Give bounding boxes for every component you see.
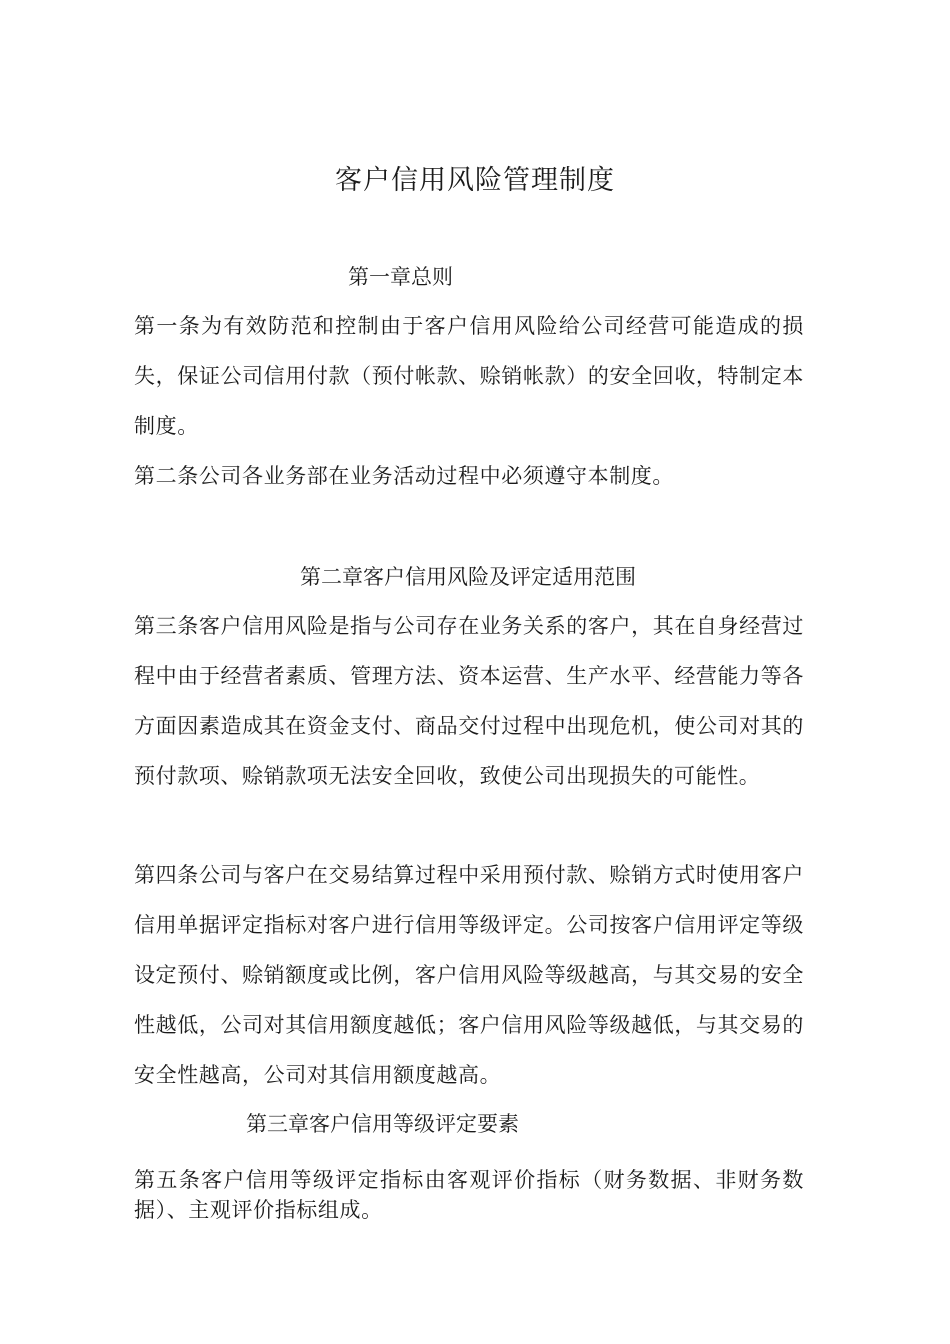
article-2: 第二条公司各业务部在业务活动过程中必须遵守本制度。: [134, 464, 674, 488]
article-3: 第三条客户信用风险是指与公司存在业务关系的客户，其在自身经营过程中由于经营者素质、管理方法、资本运营、生产水平、经营能力等各方面因素造成其在资金支付、商品交付过程中出现危机，使公司对其的预付款项、赊销款项无法安全回收，致使公司出现损失的可能性。: [134, 614, 804, 788]
chapter-3-heading: 第三章客户信用等级评定要素: [246, 1112, 519, 1136]
document-title: 客户信用风险管理制度: [335, 165, 615, 196]
article-1: 第一条为有效防范和控制由于客户信用风险给公司经营可能造成的损失，保证公司信用付款（预付帐款、赊销帐款）的安全回收，特制定本制度。: [134, 314, 804, 438]
article-5: 第五条客户信用等级评定指标由客观评价指标（财务数据、非财务数据）、主观评价指标组成。: [134, 1168, 804, 1222]
article-4: 第四条公司与客户在交易结算过程中采用预付款、赊销方式时使用客户信用单据评定指标对客户进行信用等级评定。公司按客户信用评定等级设定预付、赊销额度或比例，客户信用风险等级越高，与其交易的安全性越低，公司对其信用额度越低；客户信用风险等级越低，与其交易的安全性越高，公司对其信用额度越高。: [134, 863, 804, 1087]
chapter-1-heading: 第一章总则: [348, 265, 453, 289]
chapter-2-heading: 第二章客户信用风险及评定适用范围: [300, 565, 636, 589]
